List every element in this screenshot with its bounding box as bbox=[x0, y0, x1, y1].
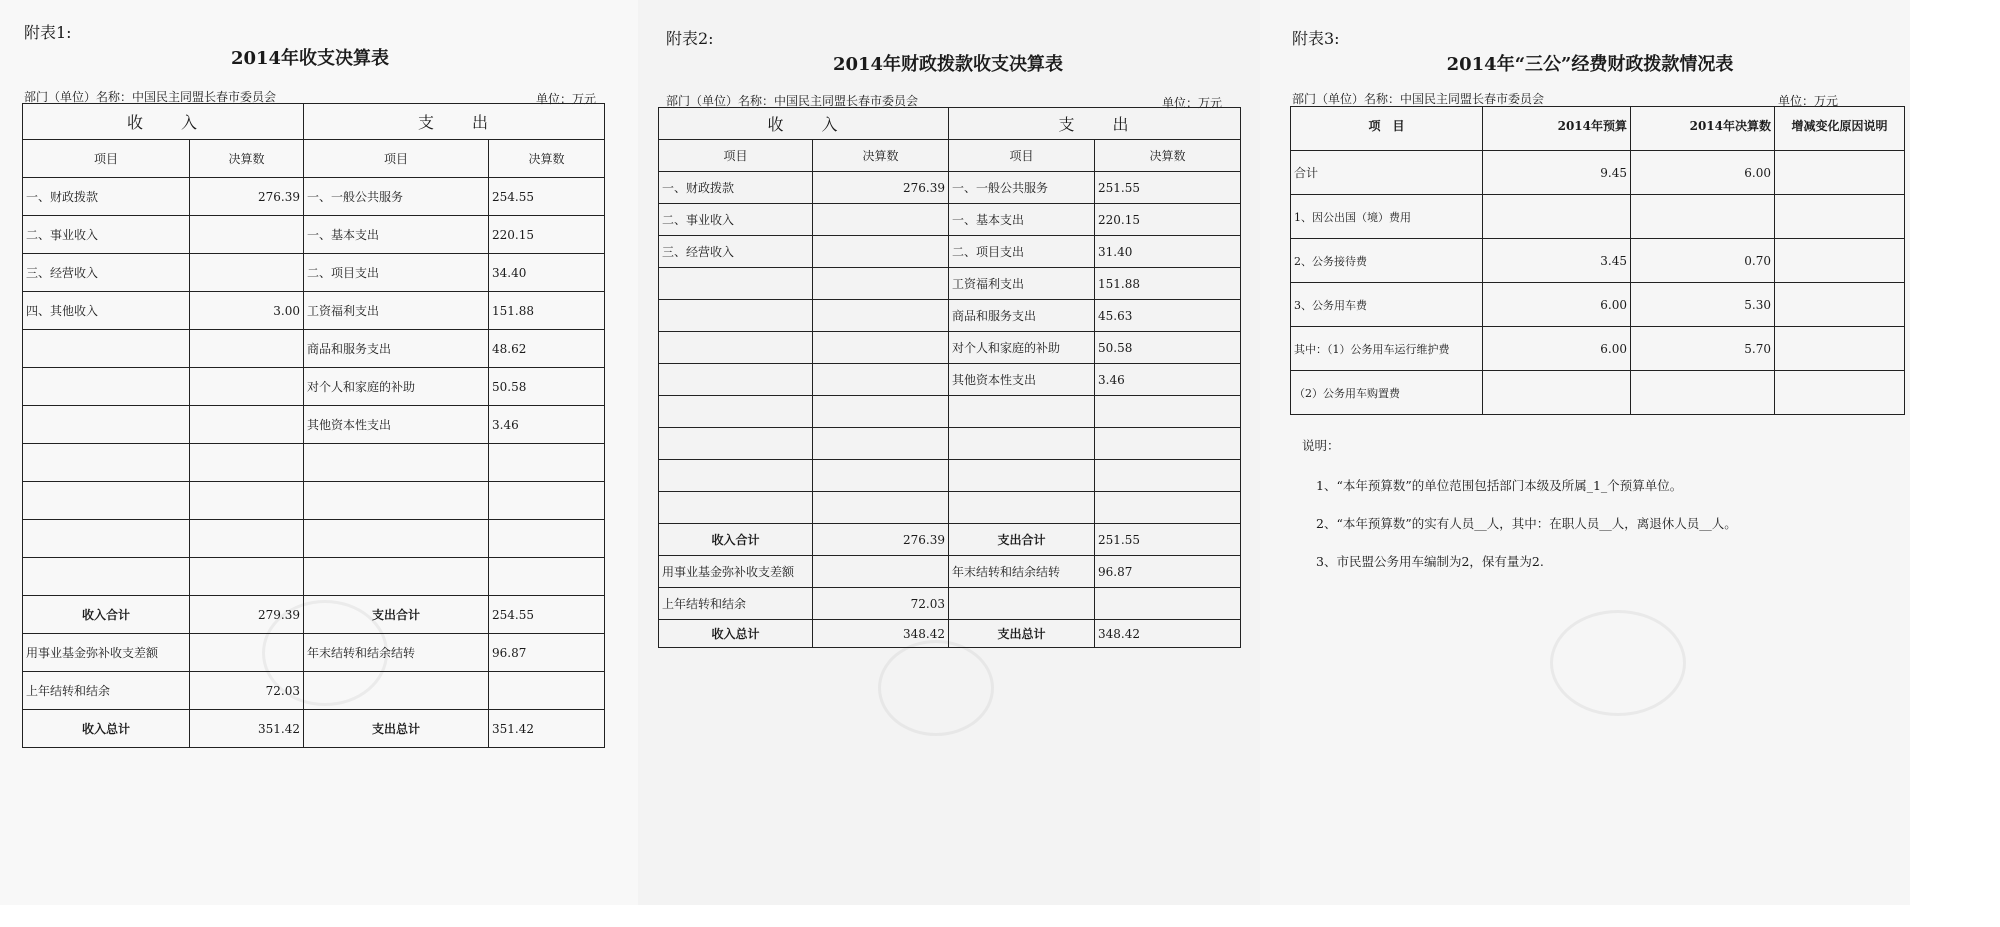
budget-value: 3.45 bbox=[1483, 239, 1631, 283]
table-row bbox=[23, 672, 605, 710]
income-value bbox=[190, 520, 304, 558]
reason-cell bbox=[1775, 283, 1905, 327]
table-row bbox=[659, 204, 1241, 236]
table-row bbox=[1291, 327, 1905, 371]
table-row bbox=[659, 588, 1241, 620]
attachment-label: 附表2: bbox=[666, 29, 714, 48]
income-value bbox=[190, 216, 304, 254]
expense-value bbox=[489, 444, 605, 482]
table-row bbox=[659, 396, 1241, 428]
table-row bbox=[23, 520, 605, 558]
expense-item: 对个人和家庭的补助 bbox=[304, 368, 489, 406]
income-header: 收 入 bbox=[659, 108, 949, 140]
reason-cell bbox=[1775, 151, 1905, 195]
table-row bbox=[23, 178, 605, 216]
expense-value bbox=[489, 520, 605, 558]
expense-item bbox=[949, 460, 1095, 492]
attachment-label: 附表1: bbox=[24, 23, 72, 42]
prior-value: 72.03 bbox=[190, 672, 304, 710]
table-row bbox=[659, 332, 1241, 364]
income-grand-label: 收入总计 bbox=[23, 710, 190, 748]
sheet-attachment-2 bbox=[638, 0, 1260, 905]
table-row bbox=[23, 444, 605, 482]
item-name: 1、因公出国（境）费用 bbox=[1291, 195, 1483, 239]
fund-label: 用事业基金弥补收支差额 bbox=[23, 634, 190, 672]
expense-value: 31.40 bbox=[1095, 236, 1241, 268]
expense-value: 254.55 bbox=[489, 178, 605, 216]
income-value bbox=[813, 236, 949, 268]
budget-table bbox=[658, 107, 1241, 648]
table-row bbox=[659, 492, 1241, 524]
expense-value: 3.46 bbox=[1095, 364, 1241, 396]
budget-value: 6.00 bbox=[1483, 327, 1631, 371]
expense-item: 二、项目支出 bbox=[949, 236, 1095, 268]
income-value bbox=[813, 300, 949, 332]
table-row bbox=[23, 406, 605, 444]
budget-value bbox=[1483, 371, 1631, 415]
expense-value: 45.63 bbox=[1095, 300, 1241, 332]
expense-value bbox=[1095, 492, 1241, 524]
income-value bbox=[190, 254, 304, 292]
table-row bbox=[23, 482, 605, 520]
expense-item: 二、项目支出 bbox=[304, 254, 489, 292]
expense-value: 220.15 bbox=[489, 216, 605, 254]
expense-item: 一、一般公共服务 bbox=[949, 172, 1095, 204]
expense-value: 151.88 bbox=[489, 292, 605, 330]
expense-item: 一、基本支出 bbox=[949, 204, 1095, 236]
expense-total-label: 支出合计 bbox=[304, 596, 489, 634]
table-title: 2014年收支决算表 bbox=[230, 48, 390, 69]
col-header-actual: 2014年决算数 bbox=[1631, 107, 1775, 151]
reason-cell bbox=[1775, 371, 1905, 415]
table-row bbox=[1291, 151, 1905, 195]
expense-value: 151.88 bbox=[1095, 268, 1241, 300]
grand-total-row bbox=[23, 710, 605, 748]
expense-item bbox=[304, 444, 489, 482]
col-header-amount: 决算数 bbox=[813, 140, 949, 172]
fund-value bbox=[813, 556, 949, 588]
prior-value: 72.03 bbox=[813, 588, 949, 620]
expense-item: 其他资本性支出 bbox=[304, 406, 489, 444]
col-header-item: 项目 bbox=[23, 140, 190, 178]
income-item bbox=[659, 268, 813, 300]
income-grand-label: 收入总计 bbox=[659, 620, 813, 648]
actual-value bbox=[1631, 195, 1775, 239]
unit-label: 单位：万元 bbox=[536, 92, 597, 106]
income-value bbox=[190, 368, 304, 406]
income-value bbox=[190, 558, 304, 596]
col-header-item: 项目 bbox=[304, 140, 489, 178]
expense-item bbox=[949, 396, 1095, 428]
expense-value: 50.58 bbox=[1095, 332, 1241, 364]
attachment-label: 附表3: bbox=[1292, 29, 1340, 48]
table-row bbox=[23, 558, 605, 596]
empty-cell bbox=[489, 672, 605, 710]
yearend-label: 年末结转和结余结转 bbox=[304, 634, 489, 672]
income-item bbox=[23, 406, 190, 444]
yearend-label: 年末结转和结余结转 bbox=[949, 556, 1095, 588]
expense-total-label: 支出合计 bbox=[949, 524, 1095, 556]
income-item bbox=[659, 364, 813, 396]
income-item bbox=[659, 492, 813, 524]
expense-value bbox=[489, 482, 605, 520]
actual-value: 5.70 bbox=[1631, 327, 1775, 371]
note-1: 1、“本年预算数”的单位范围包括部门本级及所属_1_个预算单位。 bbox=[1316, 478, 1683, 493]
item-name: 其中：（1）公务用车运行维护费 bbox=[1291, 327, 1483, 371]
expense-total-value: 251.55 bbox=[1095, 524, 1241, 556]
col-header-amount: 决算数 bbox=[489, 140, 605, 178]
table-row bbox=[659, 556, 1241, 588]
empty-cell bbox=[1095, 588, 1241, 620]
table-row bbox=[659, 460, 1241, 492]
income-value bbox=[190, 406, 304, 444]
yearend-value: 96.87 bbox=[489, 634, 605, 672]
notes-title: 说明： bbox=[1302, 438, 1340, 453]
expense-value bbox=[1095, 396, 1241, 428]
table-row bbox=[1291, 283, 1905, 327]
income-value bbox=[813, 428, 949, 460]
income-value bbox=[813, 364, 949, 396]
expense-item bbox=[304, 482, 489, 520]
empty-cell bbox=[304, 672, 489, 710]
table-row bbox=[1291, 195, 1905, 239]
col-header-reason: 增减变化原因说明 bbox=[1775, 107, 1905, 151]
expense-value: 48.62 bbox=[489, 330, 605, 368]
budget-value: 6.00 bbox=[1483, 283, 1631, 327]
table-row bbox=[23, 254, 605, 292]
col-header-amount: 决算数 bbox=[190, 140, 304, 178]
income-grand-value: 348.42 bbox=[813, 620, 949, 648]
income-item: 三、经营收入 bbox=[659, 236, 813, 268]
income-item bbox=[23, 444, 190, 482]
income-value bbox=[813, 332, 949, 364]
table-row bbox=[1291, 239, 1905, 283]
expense-value: 3.46 bbox=[489, 406, 605, 444]
table-row bbox=[659, 428, 1241, 460]
expense-value bbox=[1095, 460, 1241, 492]
reason-cell bbox=[1775, 239, 1905, 283]
table-row bbox=[23, 634, 605, 672]
income-value bbox=[813, 396, 949, 428]
expense-item: 工资福利支出 bbox=[304, 292, 489, 330]
actual-value: 6.00 bbox=[1631, 151, 1775, 195]
fund-value bbox=[190, 634, 304, 672]
fund-label: 用事业基金弥补收支差额 bbox=[659, 556, 813, 588]
department-name: 部门（单位）名称：中国民主同盟长春市委员会 bbox=[666, 94, 919, 108]
income-item bbox=[23, 520, 190, 558]
income-total-label: 收入合计 bbox=[23, 596, 190, 634]
item-name: 合计 bbox=[1291, 151, 1483, 195]
expense-grand-label: 支出总计 bbox=[949, 620, 1095, 648]
expense-grand-value: 348.42 bbox=[1095, 620, 1241, 648]
item-name: 2、公务接待费 bbox=[1291, 239, 1483, 283]
table-row bbox=[659, 172, 1241, 204]
table-row bbox=[659, 364, 1241, 396]
table-row bbox=[23, 292, 605, 330]
expense-grand-value: 351.42 bbox=[489, 710, 605, 748]
income-total-value: 276.39 bbox=[813, 524, 949, 556]
col-header-item: 项目 bbox=[949, 140, 1095, 172]
table-row bbox=[23, 216, 605, 254]
note-3: 3、市民盟公务用车编制为2，保有量为2. bbox=[1316, 554, 1544, 569]
sheet-attachment-3 bbox=[1260, 0, 1910, 905]
table-row bbox=[659, 268, 1241, 300]
expense-item: 对个人和家庭的补助 bbox=[949, 332, 1095, 364]
actual-value: 5.30 bbox=[1631, 283, 1775, 327]
income-item bbox=[23, 330, 190, 368]
income-item bbox=[23, 558, 190, 596]
income-value bbox=[190, 482, 304, 520]
income-value bbox=[813, 268, 949, 300]
expense-total-value: 254.55 bbox=[489, 596, 605, 634]
expense-value: 251.55 bbox=[1095, 172, 1241, 204]
expense-grand-label: 支出总计 bbox=[304, 710, 489, 748]
budget-table bbox=[22, 103, 605, 748]
prior-label: 上年结转和结余 bbox=[659, 588, 813, 620]
expense-item: 一、一般公共服务 bbox=[304, 178, 489, 216]
income-item bbox=[23, 482, 190, 520]
income-item: 一、财政拨款 bbox=[23, 178, 190, 216]
expense-item: 一、基本支出 bbox=[304, 216, 489, 254]
yearend-value: 96.87 bbox=[1095, 556, 1241, 588]
item-name: 3、公务用车费 bbox=[1291, 283, 1483, 327]
expense-item: 工资福利支出 bbox=[949, 268, 1095, 300]
income-grand-value: 351.42 bbox=[190, 710, 304, 748]
income-value bbox=[190, 330, 304, 368]
table-row bbox=[659, 300, 1241, 332]
income-value bbox=[190, 444, 304, 482]
reason-cell bbox=[1775, 195, 1905, 239]
table-row bbox=[659, 236, 1241, 268]
expense-value bbox=[489, 558, 605, 596]
totals-row bbox=[23, 596, 605, 634]
expense-value: 50.58 bbox=[489, 368, 605, 406]
actual-value bbox=[1631, 371, 1775, 415]
income-item bbox=[659, 300, 813, 332]
income-value bbox=[813, 492, 949, 524]
three-public-expenses-table bbox=[1290, 106, 1905, 415]
expense-value: 34.40 bbox=[489, 254, 605, 292]
expense-value bbox=[1095, 428, 1241, 460]
income-value bbox=[813, 204, 949, 236]
expense-item: 商品和服务支出 bbox=[949, 300, 1095, 332]
expense-item bbox=[949, 428, 1095, 460]
income-value: 276.39 bbox=[813, 172, 949, 204]
expense-item bbox=[304, 520, 489, 558]
empty-cell bbox=[949, 588, 1095, 620]
department-name: 部门（单位）名称：中国民主同盟长春市委员会 bbox=[24, 90, 277, 104]
budget-value bbox=[1483, 195, 1631, 239]
unit-label: 单位：万元 bbox=[1162, 96, 1223, 110]
totals-row bbox=[659, 524, 1241, 556]
faded-seal bbox=[878, 640, 994, 736]
income-item bbox=[659, 460, 813, 492]
grand-total-row bbox=[659, 620, 1241, 648]
table-title: 2014年“三公”经费财政拨款情况表 bbox=[1446, 54, 1734, 75]
expense-item bbox=[304, 558, 489, 596]
col-header-budget: 2014年预算 bbox=[1483, 107, 1631, 151]
table-title: 2014年财政拨款收支决算表 bbox=[832, 54, 1064, 75]
income-item: 一、财政拨款 bbox=[659, 172, 813, 204]
expense-header: 支 出 bbox=[949, 108, 1241, 140]
income-value: 3.00 bbox=[190, 292, 304, 330]
table-row bbox=[1291, 371, 1905, 415]
income-value bbox=[813, 460, 949, 492]
income-item bbox=[659, 428, 813, 460]
faded-seal bbox=[1550, 610, 1686, 716]
table-row bbox=[23, 368, 605, 406]
income-value: 276.39 bbox=[190, 178, 304, 216]
expense-item: 其他资本性支出 bbox=[949, 364, 1095, 396]
budget-value: 9.45 bbox=[1483, 151, 1631, 195]
unit-label: 单位：万元 bbox=[1778, 94, 1839, 108]
sheet-attachment-1 bbox=[0, 0, 638, 905]
expense-item bbox=[949, 492, 1095, 524]
expense-value: 220.15 bbox=[1095, 204, 1241, 236]
income-item bbox=[659, 396, 813, 428]
income-total-value: 279.39 bbox=[190, 596, 304, 634]
income-item: 二、事业收入 bbox=[23, 216, 190, 254]
income-item: 二、事业收入 bbox=[659, 204, 813, 236]
income-item bbox=[659, 332, 813, 364]
item-name: （2）公务用车购置费 bbox=[1291, 371, 1483, 415]
table-row bbox=[23, 330, 605, 368]
income-total-label: 收入合计 bbox=[659, 524, 813, 556]
income-item: 三、经营收入 bbox=[23, 254, 190, 292]
reason-cell bbox=[1775, 327, 1905, 371]
col-header-item: 项 目 bbox=[1291, 107, 1483, 151]
actual-value: 0.70 bbox=[1631, 239, 1775, 283]
expense-item: 商品和服务支出 bbox=[304, 330, 489, 368]
col-header-item: 项目 bbox=[659, 140, 813, 172]
expense-header: 支 出 bbox=[304, 104, 605, 140]
col-header-amount: 决算数 bbox=[1095, 140, 1241, 172]
note-2: 2、“本年预算数”的实有人员__人，其中：在职人员__人，离退休人员__人。 bbox=[1316, 516, 1737, 531]
income-header: 收 入 bbox=[23, 104, 304, 140]
income-item bbox=[23, 368, 190, 406]
income-item: 四、其他收入 bbox=[23, 292, 190, 330]
prior-label: 上年结转和结余 bbox=[23, 672, 190, 710]
department-name: 部门（单位）名称：中国民主同盟长春市委员会 bbox=[1292, 92, 1545, 106]
